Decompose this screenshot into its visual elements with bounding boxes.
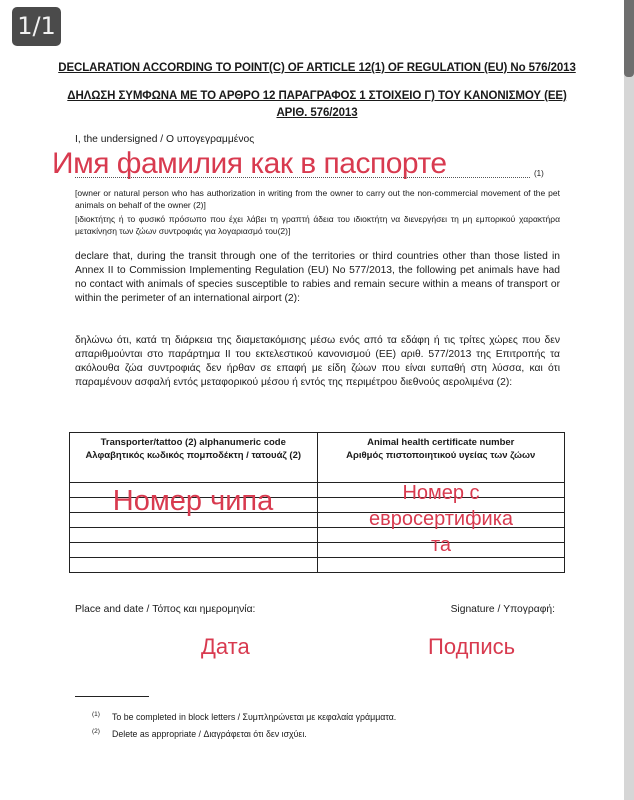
chip-annotation: Номер чипа — [112, 485, 274, 517]
scrollbar-thumb[interactable] — [624, 0, 634, 77]
name-dotted-line[interactable] — [75, 177, 530, 178]
footnote-1-mark: (1) — [92, 711, 100, 718]
title-english: DECLARATION ACCORDING TO POINT(C) OF ARTICLE 12(1) OF REGULATION (EU) No 576/2013 — [58, 62, 576, 74]
page-indicator: 1/1 — [12, 7, 61, 46]
footnote-1-text: To be completed in block letters / Συμπληρώνεται με κεφαλαία γράμματα. — [112, 712, 397, 722]
scrollbar-track[interactable] — [624, 0, 634, 800]
chip-annotation-area — [69, 481, 317, 573]
place-date-label: Place and date / Τόπος και ημερομηνία: — [75, 604, 256, 615]
title-greek-line2: ΑΡΙΘ. 576/2013 — [276, 107, 358, 119]
cert-annotation-line2: евросертифика — [368, 508, 514, 530]
title-greek-line1: ΔΗΛΩΣΗ ΣΥΜΦΩΝΑ ΜΕ ΤΟ ΑΡΘΡΟ 12 ΠΑΡΑΓΡΑΦΟΣ 1 ΣΤΟΙΧΕΙΟ Γ) ΤΟΥ ΚΑΝΟΝΙΣΜΟΥ (ΕΕ) — [67, 90, 567, 102]
col-certificate-header-gr: Αριθμός πιστοποιητικού υγείας των ζώων — [346, 450, 536, 461]
cert-annotation-line1: Номер с — [402, 482, 480, 504]
owner-note-greek: [ιδιοκτήτης ή το φυσικό πρόσωπο που έχει λάβει τη γραπτή άδεια του ιδιοκτήτη να διενεργήσει τη μη εμπορικού χαρακτήρα μετακίνηση των ζώων συντροφιάς για λογαριασμό του(2)] — [75, 214, 560, 236]
col-certificate-header-en: Animal health certificate number — [367, 437, 515, 448]
undersigned-label: I, the undersigned / Ο υπογεγραμμένος — [75, 134, 255, 145]
declaration-greek: δηλώνω ότι, κατά τη διάρκεια της διαμετακόμισης μέσω ενός από τα εδάφη ή τις τρίτες χώρες που δεν απαριθμούνται στο παράρτημα II του εκτελεστικού κανονισμού (ΕΕ) αριθ. 577/2013 της Επιτροπής τα ακόλουθα ζώα συντροφιάς δεν ήρθαν σε επαφή με είδη ζώων που είναι ευπαθή στη λύσσα, και ότι παραμένουν ασφαλή εντός μεταφορικού μέσου ή εντός της περιμέτρου διεθνούς αερολιμένα (2): — [75, 335, 560, 388]
table-header-row — [70, 433, 565, 483]
owner-note-english: [owner or natural person who has authorization in writing from the owner to carry out the non-commercial movement of the pet animals on behalf of the owner (2)] — [75, 188, 560, 210]
footnote-2-mark: (2) — [92, 728, 100, 735]
footnote-2-text: Delete as appropriate / Διαγράφεται ότι δεν ισχύει. — [112, 729, 307, 739]
footnote-divider — [75, 696, 149, 697]
col-transponder-header — [70, 433, 318, 483]
declaration-english: declare that, during the transit through one of the territories or third countries other than those listed in Annex II to Commission Implementing Regulation (EU) No 577/2013, the following pet animals have had no contact with animals of species susceptible to rabies and remain secure within a means of transport or within the perimeter of an international airport (2): — [75, 251, 560, 304]
col-certificate-header — [317, 433, 565, 483]
name-field-row — [52, 149, 557, 183]
col-transponder-header-en: Transporter/tattoo (2) alphanumeric code — [100, 437, 286, 448]
cert-annotation-line3: та — [430, 534, 452, 556]
signature-label: Signature / Υπογραφή: — [450, 604, 555, 615]
name-annotation: Имя фамилия как в паспорте — [52, 147, 447, 180]
date-annotation: Дата — [201, 634, 250, 659]
col-transponder-header-gr: Αλφαβητικός κωδικός πομποδέκτη / τατουάζ (2) — [85, 450, 302, 461]
signature-annotation: Подпись — [428, 634, 516, 659]
cert-annotation-area — [317, 481, 565, 573]
undersigned-footnote: (1) — [534, 169, 544, 178]
